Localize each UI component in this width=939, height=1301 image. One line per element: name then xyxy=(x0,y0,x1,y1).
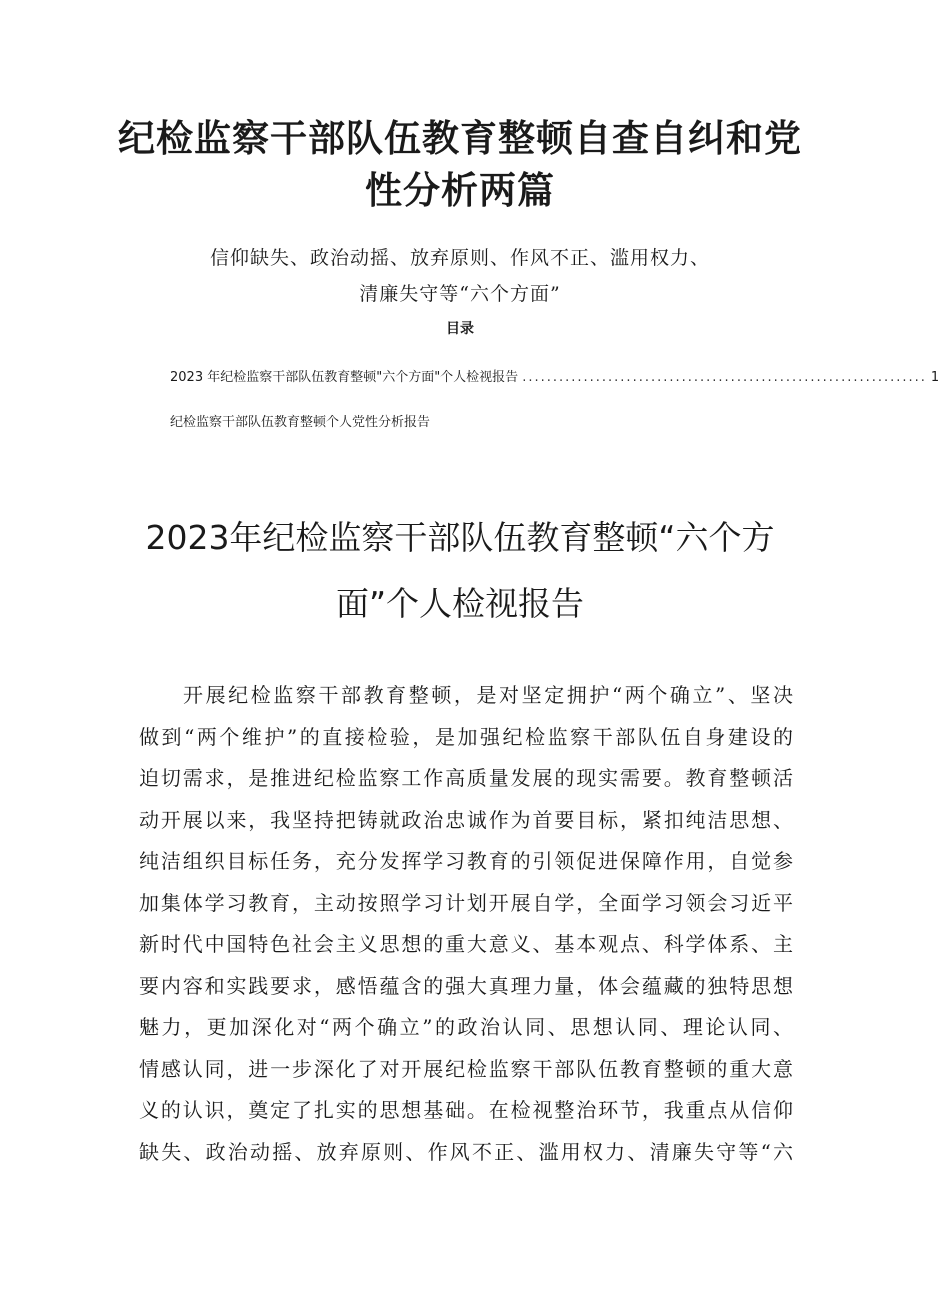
body-text-line: 加集体学习教育，主动按照学习计划开展自学，全面学习领会习近平 xyxy=(139,890,793,915)
body-text-line: 要内容和实践要求，感悟蕴含的强大真理力量，体会蕴藏的独特思想 xyxy=(139,973,793,998)
toc-entry[interactable] xyxy=(170,366,939,385)
body-text-line: 做到“两个维护”的直接检验，是加强纪检监察干部队伍自身建设的 xyxy=(139,724,793,749)
body-text-line: 迫切需求，是推进纪检监察工作高质量发展的现实需要。教育整顿活 xyxy=(139,766,793,790)
document-title-line-1: 纪检监察干部队伍教育整顿自查自纠和党 xyxy=(118,117,802,160)
body-text-line: 开展纪检监察干部教育整顿，是对坚定拥护“两个确立”、坚决 xyxy=(183,683,793,707)
report-title-line-2: 面”个人检视报告 xyxy=(335,584,585,623)
body-text-line: 义的认识，奠定了扎实的思想基础。在检视整治环节，我重点从信仰 xyxy=(139,1098,793,1122)
body-text-line: 动开展以来，我坚持把铸就政治忠诚作为首要目标，紧扣纯洁思想、 xyxy=(139,807,793,832)
toc-entry-label: 2023 年纪检监察干部队伍教育整顿"六个方面"个人检视报告 xyxy=(170,370,519,385)
document-title-line-2: 性分析两篇 xyxy=(365,169,555,212)
body-text-line: 魅力，更加深化对“两个确立”的政治认同、思想认同、理论认同、 xyxy=(139,1015,793,1039)
toc-entry-label: 纪检监察干部队伍教育整顿个人党性分析报告 xyxy=(170,415,431,430)
report-title-line-1: 2023年纪检监察干部队伍教育整顿“六个方 xyxy=(145,518,775,557)
body-text-line: 情感认同，进一步深化了对开展纪检监察干部队伍教育整顿的重大意 xyxy=(139,1056,793,1081)
document-subtitle-line-2: 清廉失守等“六个方面” xyxy=(359,283,561,305)
toc-entry[interactable] xyxy=(170,411,775,430)
report-body-paragraph xyxy=(139,675,793,1173)
toc-leader-dots: .................................................................. xyxy=(522,370,927,385)
body-text-line: 缺失、政治动摇、放弃原则、作风不正、滥用权力、清廉失守等“六 xyxy=(139,1139,793,1164)
toc-page-number: 1 xyxy=(930,370,939,385)
toc-heading: 目录 xyxy=(446,321,474,337)
body-text-line: 纯洁组织目标任务，充分发挥学习教育的引领促进保障作用，自觉参 xyxy=(139,849,793,873)
document-subtitle-line-1: 信仰缺失、政治动摇、放弃原则、作风不正、滥用权力、 xyxy=(209,247,710,269)
body-text-line: 新时代中国特色社会主义思想的重大意义、基本观点、科学体系、主 xyxy=(139,932,793,956)
